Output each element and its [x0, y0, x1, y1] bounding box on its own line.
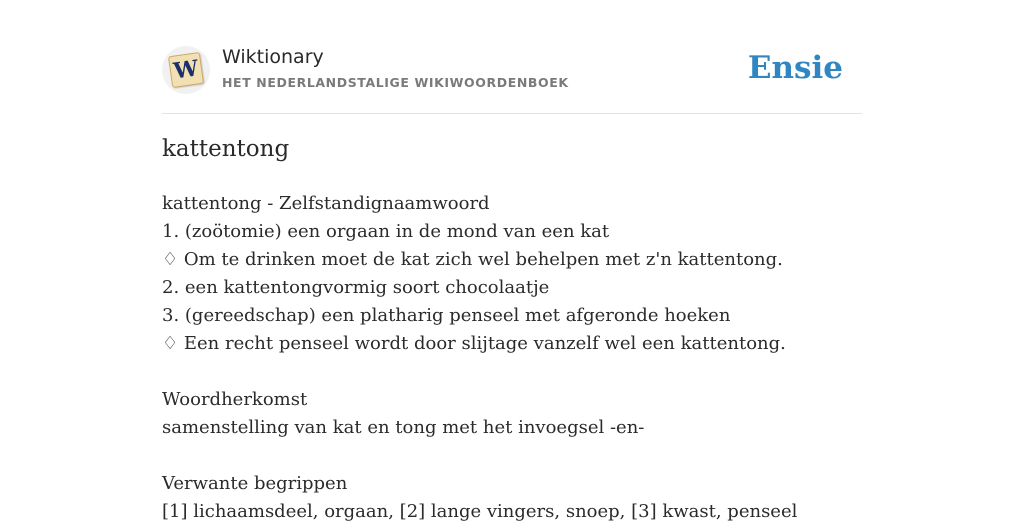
etymology-text: samenstelling van kat en tong met het invoegsel -en-	[162, 417, 645, 438]
example-sentence: ♢ Een recht penseel wordt door slijtage vanzelf wel een kattentong.	[162, 333, 786, 354]
definition-item: 2. een kattentongvormig soort chocolaatje	[162, 277, 550, 298]
page-title: kattentong	[162, 136, 290, 162]
spacer	[162, 358, 862, 386]
related-terms: [1] lichaamsdeel, orgaan, [2] lange vingers, snoep, [3] kwast, penseel	[162, 501, 798, 522]
site-tagline: HET NEDERLANDSTALIGE WIKIWOORDENBOEK	[222, 75, 569, 90]
ensie-brand-logo[interactable]: Ensie	[747, 50, 843, 86]
entry-content	[162, 190, 862, 526]
spacer	[162, 442, 862, 470]
definition-item: 3. (gereedschap) een platharig penseel met afgeronde hoeken	[162, 305, 731, 326]
wiktionary-logo[interactable]	[162, 46, 210, 94]
etymology-heading: Woordherkomst	[162, 389, 308, 410]
definition-header: kattentong - Zelfstandignaamwoord	[162, 193, 490, 214]
related-heading: Verwante begrippen	[162, 473, 348, 494]
definition-item: 1. (zoötomie) een orgaan in de mond van een kat	[162, 221, 610, 242]
example-sentence: ♢ Om te drinken moet de kat zich wel behelpen met z'n kattentong.	[162, 249, 783, 270]
site-header	[162, 44, 862, 114]
wiktionary-w-icon: W	[168, 52, 204, 88]
site-title[interactable]: Wiktionary	[222, 46, 324, 68]
